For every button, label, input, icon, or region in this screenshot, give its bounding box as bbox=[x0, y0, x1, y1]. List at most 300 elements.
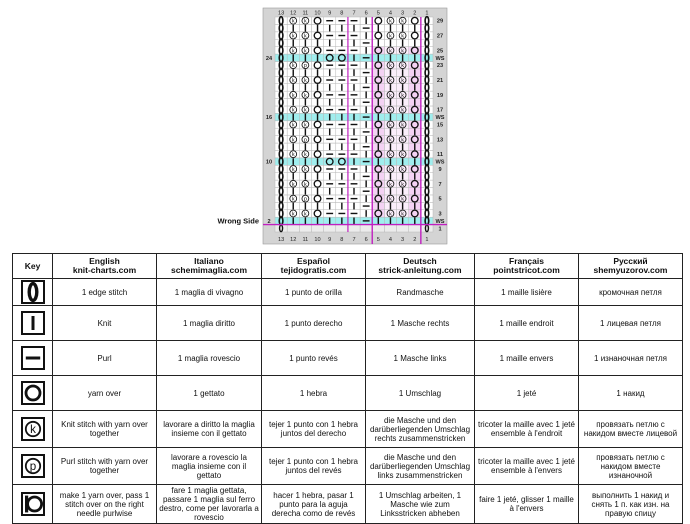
chart-cell bbox=[421, 136, 433, 143]
legend-cell-de: 1 Masche rechts bbox=[366, 306, 475, 341]
svg-text:k: k bbox=[291, 48, 295, 55]
chart-cell bbox=[409, 150, 421, 157]
edge-stitch-symbol bbox=[23, 282, 43, 302]
chart-cell bbox=[372, 180, 384, 187]
yo-slip-symbol bbox=[23, 494, 43, 514]
legend-cell-ru: 1 накид bbox=[579, 376, 683, 411]
chart-cell bbox=[421, 158, 433, 165]
row-label-right: 27 bbox=[436, 33, 444, 40]
chart-cell bbox=[275, 113, 287, 120]
column-number-bottom: 6 bbox=[364, 237, 368, 243]
chart-cell bbox=[311, 210, 323, 217]
header-line: pointstricot.com bbox=[493, 265, 560, 275]
chart-cell bbox=[299, 225, 311, 232]
chart-cell bbox=[275, 76, 287, 83]
chart-cell bbox=[311, 165, 323, 172]
svg-text:k: k bbox=[291, 78, 295, 85]
chart-cell bbox=[275, 24, 287, 31]
legend-cell-es: hacer 1 hebra, pasar 1 punto para la aguja derecha como de revés bbox=[262, 485, 366, 524]
chart-cell bbox=[421, 76, 433, 83]
header-line: knit-charts.com bbox=[72, 265, 137, 275]
chart-cell bbox=[311, 136, 323, 143]
svg-text:k: k bbox=[401, 122, 404, 129]
knit-with-yo-symbol bbox=[23, 419, 43, 439]
chart-cell bbox=[421, 54, 433, 61]
legend-key-cell bbox=[13, 279, 53, 306]
chart-cell bbox=[311, 121, 323, 128]
svg-text:k: k bbox=[291, 166, 295, 173]
chart-cell bbox=[421, 113, 433, 120]
legend-row-yo-slip bbox=[13, 485, 683, 524]
svg-text:k: k bbox=[389, 92, 392, 99]
legend-table bbox=[12, 253, 683, 524]
chart-cell bbox=[275, 17, 287, 24]
svg-text:k: k bbox=[29, 423, 36, 437]
chart-cell bbox=[409, 210, 421, 217]
column-number-top: 3 bbox=[401, 10, 405, 17]
chart-cell bbox=[421, 39, 433, 46]
column-number-bottom: 1 bbox=[425, 237, 429, 243]
legend-header-ru bbox=[579, 254, 683, 279]
chart-cell bbox=[421, 69, 433, 76]
svg-text:k: k bbox=[401, 166, 404, 173]
svg-text:k: k bbox=[291, 211, 295, 218]
row-label-right: WS bbox=[435, 115, 445, 122]
legend-cell-de: 1 Masche links bbox=[366, 341, 475, 376]
chart-cell bbox=[409, 17, 421, 24]
column-number-bottom: 10 bbox=[314, 237, 321, 243]
svg-text:k: k bbox=[401, 18, 404, 25]
column-number-top: 1 bbox=[425, 10, 429, 17]
chart-cell bbox=[397, 225, 409, 232]
svg-text:k: k bbox=[291, 137, 295, 144]
legend-cell-fr: 1 jeté bbox=[475, 376, 579, 411]
svg-text:k: k bbox=[389, 78, 392, 85]
chart-cell bbox=[372, 32, 384, 39]
legend-cell-ru: кромочная петля bbox=[579, 279, 683, 306]
chart-cell bbox=[275, 69, 287, 76]
legend-key-cell bbox=[13, 341, 53, 376]
chart-cell bbox=[275, 91, 287, 98]
svg-text:k: k bbox=[401, 107, 404, 114]
chart-cell bbox=[348, 225, 360, 232]
chart-cell bbox=[275, 202, 287, 209]
svg-text:k: k bbox=[291, 63, 295, 70]
svg-text:k: k bbox=[401, 92, 404, 99]
legend-cell-ru: выполнить 1 накид и снять 1 п. как изн. на правую спицу bbox=[579, 485, 683, 524]
legend-cell-de: 1 Umschlag bbox=[366, 376, 475, 411]
yarn-over-icon bbox=[26, 386, 40, 400]
legend-cell-de: 1 Umschlag arbeiten, 1 Masche wie zum Linksstricken abheben bbox=[366, 485, 475, 524]
svg-text:p: p bbox=[303, 63, 307, 70]
svg-text:p: p bbox=[29, 460, 36, 474]
chart-cell bbox=[275, 173, 287, 180]
row-label-left: 2 bbox=[267, 218, 271, 225]
row-label-right: 1 bbox=[438, 226, 442, 233]
svg-text:k: k bbox=[401, 152, 404, 159]
svg-text:k: k bbox=[401, 211, 404, 218]
row-label-right: 9 bbox=[438, 166, 442, 173]
chart-cell bbox=[421, 84, 433, 91]
legend-cell-de: Randmasche bbox=[366, 279, 475, 306]
chart-cell bbox=[421, 188, 433, 195]
header-line: English bbox=[89, 256, 120, 266]
header-line: shemyuzorov.com bbox=[593, 265, 668, 275]
chart-cell bbox=[409, 165, 421, 172]
chart-cell bbox=[372, 210, 384, 217]
legend-key-cell bbox=[13, 376, 53, 411]
legend-cell-ru: 1 изнаночная петля bbox=[579, 341, 683, 376]
column-number-top: 2 bbox=[413, 10, 417, 17]
svg-text:k: k bbox=[389, 196, 392, 203]
knitting-chart bbox=[0, 0, 690, 252]
chart-cell bbox=[421, 61, 433, 68]
wrong-side-label: Wrong Side bbox=[217, 216, 259, 226]
row-label-right: WS bbox=[435, 55, 445, 62]
chart-cell bbox=[409, 136, 421, 143]
header-line: Italiano bbox=[194, 256, 224, 266]
row-label-left: 16 bbox=[265, 115, 273, 122]
chart-cell bbox=[324, 225, 336, 232]
column-number-bottom: 3 bbox=[401, 237, 405, 243]
column-number-bottom: 9 bbox=[328, 237, 332, 243]
column-number-bottom: 11 bbox=[302, 237, 309, 243]
legend-cell-de: die Masche und den darüberliegenden Umschlag links zusammenstricken bbox=[366, 448, 475, 485]
chart-cell bbox=[372, 17, 384, 24]
knit-key-box bbox=[21, 311, 45, 335]
legend-cell-es: 1 hebra bbox=[262, 376, 366, 411]
chart-cell bbox=[275, 106, 287, 113]
column-number-bottom: 13 bbox=[277, 237, 285, 243]
legend-cell-fr: 1 maille envers bbox=[475, 341, 579, 376]
column-number-top: 8 bbox=[340, 10, 344, 17]
svg-text:k: k bbox=[291, 152, 295, 159]
chart-cell bbox=[409, 76, 421, 83]
svg-text:k: k bbox=[401, 48, 404, 55]
row-label-right: 19 bbox=[436, 92, 444, 99]
chart-cell bbox=[311, 150, 323, 157]
knit-with-yo-key-box bbox=[21, 417, 45, 441]
chart-cell bbox=[372, 47, 384, 54]
header-line: tejidogratis.com bbox=[280, 265, 347, 275]
legend-header-de bbox=[366, 254, 475, 279]
row-label-right: 3 bbox=[438, 211, 442, 218]
legend-cell-it: fare 1 maglia gettata, passare 1 maglia sul ferro destro, come per lavorarla a rovescio bbox=[157, 485, 262, 524]
chart-cell bbox=[275, 217, 287, 224]
legend-cell-it: lavorare a rovescio la maglia insieme con il gettato bbox=[157, 448, 262, 485]
chart-cell bbox=[311, 225, 323, 232]
chart-cell bbox=[275, 210, 287, 217]
column-number-top: 9 bbox=[328, 10, 332, 17]
row-label-right: 17 bbox=[436, 107, 444, 114]
legend-cell-es: tejer 1 punto con 1 hebra juntos del revés bbox=[262, 448, 366, 485]
chart-cell bbox=[311, 76, 323, 83]
chart-cell bbox=[421, 195, 433, 202]
svg-text:k: k bbox=[304, 181, 307, 188]
row-label-right: 29 bbox=[436, 18, 444, 25]
chart-cell bbox=[421, 217, 433, 224]
legend-cell-es: 1 punto revés bbox=[262, 341, 366, 376]
legend-cell-fr: 1 maille endroit bbox=[475, 306, 579, 341]
column-number-top: 13 bbox=[277, 10, 285, 17]
svg-text:k: k bbox=[389, 211, 392, 218]
chart-cell bbox=[421, 173, 433, 180]
chart-cell bbox=[421, 17, 433, 24]
column-number-bottom: 4 bbox=[388, 237, 393, 243]
svg-text:k: k bbox=[304, 48, 307, 55]
chart-cell bbox=[421, 99, 433, 106]
chart-cell bbox=[409, 106, 421, 113]
header-line: Deutsch bbox=[403, 256, 437, 266]
row-label-left: 10 bbox=[265, 159, 273, 166]
chart-cell bbox=[421, 91, 433, 98]
legend-cell-fr: tricoter la maille avec 1 jeté ensemble à l'envers bbox=[475, 448, 579, 485]
chart-cell bbox=[275, 136, 287, 143]
legend-cell-es: tejer 1 punto con 1 hebra juntos del derecho bbox=[262, 411, 366, 448]
svg-text:k: k bbox=[304, 33, 307, 40]
row-label-right: WS bbox=[435, 159, 445, 166]
legend-cell-de: die Masche und den darüberliegenden Umschlag rechts zusammenstricken bbox=[366, 411, 475, 448]
legend-header-key bbox=[13, 254, 53, 279]
chart-cell bbox=[372, 91, 384, 98]
chart-cell bbox=[360, 225, 372, 232]
legend-cell-it: lavorare a diritto la maglia insieme con il gettato bbox=[157, 411, 262, 448]
chart-cell bbox=[421, 150, 433, 157]
yo-slip-key-box bbox=[21, 492, 45, 516]
column-number-top: 4 bbox=[388, 10, 393, 17]
legend-header-fr bbox=[475, 254, 579, 279]
svg-text:k: k bbox=[291, 181, 295, 188]
chart-cell bbox=[275, 84, 287, 91]
chart-cell bbox=[275, 188, 287, 195]
purl-with-yo-key-box bbox=[21, 454, 45, 478]
legend-header-en bbox=[53, 254, 157, 279]
row-label-left: 24 bbox=[265, 55, 273, 62]
header-line: schemimaglia.com bbox=[170, 265, 248, 275]
legend-cell-it: 1 maglia rovescio bbox=[157, 341, 262, 376]
column-number-bottom: 12 bbox=[290, 237, 297, 243]
chart-cell bbox=[409, 91, 421, 98]
chart-cell bbox=[275, 143, 287, 150]
edge-stitch-icon bbox=[29, 284, 37, 301]
legend-cell-en: make 1 yarn over, pass 1 stitch over on the right needle purlwise bbox=[53, 485, 157, 524]
chart-cell bbox=[409, 121, 421, 128]
chart-cell bbox=[372, 136, 384, 143]
svg-text:k: k bbox=[304, 122, 307, 129]
chart-cell bbox=[311, 61, 323, 68]
svg-text:k: k bbox=[304, 152, 307, 159]
knit-symbol bbox=[23, 313, 43, 333]
column-number-bottom: 5 bbox=[376, 237, 380, 243]
header-line: Français bbox=[509, 256, 544, 266]
chart-cell bbox=[275, 128, 287, 135]
legend-row-purl-with-yo bbox=[13, 448, 683, 485]
chart-cell bbox=[275, 61, 287, 68]
chart-cell bbox=[275, 165, 287, 172]
legend-cell-es: 1 punto de orilla bbox=[262, 279, 366, 306]
chart-cell bbox=[311, 106, 323, 113]
header-line: Русский bbox=[613, 256, 648, 266]
chart-cell bbox=[275, 39, 287, 46]
chart-cell bbox=[421, 128, 433, 135]
chart-cell bbox=[336, 225, 348, 232]
svg-text:k: k bbox=[401, 33, 404, 40]
column-number-bottom: 2 bbox=[413, 237, 417, 243]
legend-cell-en: Knit stitch with yarn over together bbox=[53, 411, 157, 448]
svg-text:k: k bbox=[304, 166, 307, 173]
chart-cell bbox=[275, 150, 287, 157]
chart-cell bbox=[421, 180, 433, 187]
chart-cell bbox=[311, 47, 323, 54]
chart-cell bbox=[409, 180, 421, 187]
svg-text:p: p bbox=[303, 137, 307, 144]
svg-text:k: k bbox=[401, 78, 404, 85]
chart-cell bbox=[275, 47, 287, 54]
svg-text:k: k bbox=[389, 18, 392, 25]
legend-cell-it: 1 maglia diritto bbox=[157, 306, 262, 341]
chart-cell bbox=[421, 47, 433, 54]
svg-text:k: k bbox=[389, 63, 392, 70]
chart-cell bbox=[311, 91, 323, 98]
legend-cell-it: 1 maglia di vivagno bbox=[157, 279, 262, 306]
chart-cell bbox=[324, 158, 336, 165]
chart-cell bbox=[372, 165, 384, 172]
chart-cell bbox=[409, 225, 421, 232]
row-label-right: 23 bbox=[436, 63, 444, 70]
header-line: Key bbox=[24, 260, 41, 271]
row-label-right: 7 bbox=[438, 181, 442, 188]
legend-cell-en: Purl bbox=[53, 341, 157, 376]
chart-cell bbox=[409, 61, 421, 68]
legend-cell-fr: faire 1 jeté, glisser 1 maille à l'envers bbox=[475, 485, 579, 524]
legend-header-row bbox=[13, 254, 683, 279]
column-number-top: 7 bbox=[352, 10, 356, 17]
chart-cell bbox=[421, 24, 433, 31]
legend-cell-en: yarn over bbox=[53, 376, 157, 411]
column-number-top: 11 bbox=[302, 10, 309, 17]
legend-cell-fr: tricoter la maille avec 1 jeté ensemble à l'endroit bbox=[475, 411, 579, 448]
chart-cell bbox=[275, 225, 287, 232]
purl-with-yo-symbol bbox=[23, 456, 43, 476]
row-label-right: 25 bbox=[436, 48, 444, 55]
chart-cell bbox=[311, 32, 323, 39]
row-label-right: WS bbox=[435, 218, 445, 225]
legend-cell-en: Purl stitch with yarn over together bbox=[53, 448, 157, 485]
column-number-bottom: 8 bbox=[340, 237, 344, 243]
chart-cell bbox=[275, 158, 287, 165]
svg-text:k: k bbox=[304, 107, 307, 114]
chart-cell bbox=[421, 121, 433, 128]
chart-cell bbox=[372, 150, 384, 157]
chart-cell bbox=[409, 32, 421, 39]
chart-cell bbox=[421, 165, 433, 172]
svg-text:k: k bbox=[291, 33, 295, 40]
row-label-right: 13 bbox=[436, 137, 444, 144]
chart-cell bbox=[311, 180, 323, 187]
legend-row-purl bbox=[13, 341, 683, 376]
chart-cell bbox=[275, 54, 287, 61]
legend-cell-it: 1 gettato bbox=[157, 376, 262, 411]
svg-text:k: k bbox=[389, 122, 392, 129]
svg-text:k: k bbox=[291, 18, 295, 25]
legend-key-cell bbox=[13, 485, 53, 524]
legend-cell-en: 1 edge stitch bbox=[53, 279, 157, 306]
chart-cell bbox=[311, 195, 323, 202]
svg-text:k: k bbox=[401, 63, 404, 70]
chart-cell bbox=[409, 195, 421, 202]
svg-text:k: k bbox=[291, 196, 295, 203]
svg-text:k: k bbox=[401, 181, 404, 188]
legend-row-edge-stitch bbox=[13, 279, 683, 306]
svg-text:k: k bbox=[291, 92, 295, 99]
row-label-right: 21 bbox=[436, 78, 444, 85]
svg-text:k: k bbox=[401, 137, 404, 144]
chart-cell bbox=[324, 54, 336, 61]
chart-cell bbox=[372, 121, 384, 128]
chart-cell bbox=[372, 195, 384, 202]
svg-text:k: k bbox=[304, 211, 307, 218]
yarn-over-key-box bbox=[21, 381, 45, 405]
edge-stitch-key-box bbox=[21, 280, 45, 304]
legend-row-knit bbox=[13, 306, 683, 341]
chart-cell bbox=[275, 180, 287, 187]
chart-cell bbox=[336, 54, 348, 61]
chart-cell bbox=[275, 99, 287, 106]
row-label-right: 15 bbox=[436, 122, 444, 129]
legend-header-es bbox=[262, 254, 366, 279]
chart-cell bbox=[275, 121, 287, 128]
column-number-top: 5 bbox=[376, 10, 380, 17]
header-line: Español bbox=[296, 256, 331, 266]
legend-cell-es: 1 punto derecho bbox=[262, 306, 366, 341]
legend-cell-fr: 1 maille lisière bbox=[475, 279, 579, 306]
purl-symbol bbox=[23, 348, 43, 368]
svg-text:k: k bbox=[389, 137, 392, 144]
svg-text:k: k bbox=[291, 107, 295, 114]
chart-cell bbox=[372, 76, 384, 83]
chart-cell bbox=[311, 17, 323, 24]
svg-text:k: k bbox=[389, 152, 392, 159]
column-number-top: 12 bbox=[290, 10, 297, 17]
purl-key-box bbox=[21, 346, 45, 370]
svg-text:k: k bbox=[389, 48, 392, 55]
chart-cell bbox=[421, 210, 433, 217]
legend-row-knit-with-yo bbox=[13, 411, 683, 448]
legend-cell-ru: провязать петлю с накидом вместе изнаночной bbox=[579, 448, 683, 485]
column-number-bottom: 7 bbox=[352, 237, 356, 243]
chart-cell bbox=[384, 225, 396, 232]
legend-cell-ru: провязать петлю с накидом вместе лицевой bbox=[579, 411, 683, 448]
chart-cell bbox=[421, 106, 433, 113]
row-label-right: 5 bbox=[438, 196, 442, 203]
legend-cell-en: Knit bbox=[53, 306, 157, 341]
chart-cell bbox=[275, 195, 287, 202]
header-line: strick-anleitung.com bbox=[378, 265, 462, 275]
svg-text:k: k bbox=[304, 92, 307, 99]
chart-cell bbox=[409, 47, 421, 54]
yarn-over-symbol bbox=[23, 383, 43, 403]
legend-cell-ru: 1 лицевая петля bbox=[579, 306, 683, 341]
svg-text:k: k bbox=[389, 166, 392, 173]
row-label-right: 11 bbox=[437, 152, 443, 159]
svg-text:k: k bbox=[304, 78, 307, 85]
svg-text:k: k bbox=[389, 107, 392, 114]
chart-cell bbox=[275, 32, 287, 39]
legend-key-cell bbox=[13, 448, 53, 485]
chart-cell bbox=[421, 202, 433, 209]
column-number-top: 10 bbox=[314, 10, 321, 17]
chart-cell bbox=[336, 158, 348, 165]
